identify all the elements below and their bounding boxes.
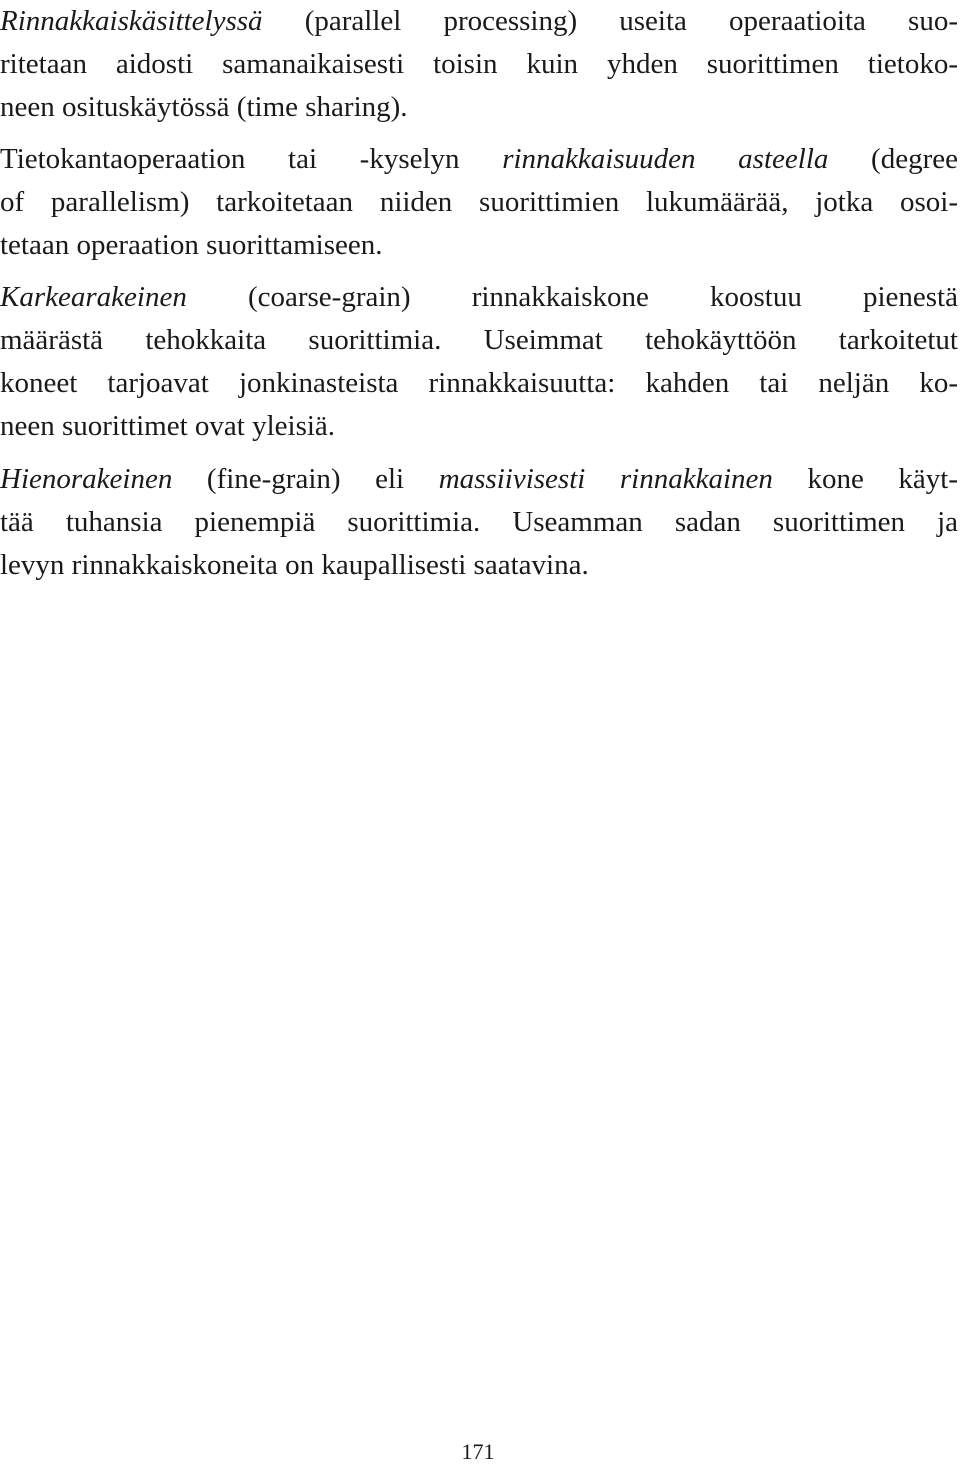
emphasized-term: massiivisesti rinnakkainen bbox=[438, 463, 773, 495]
text-segment: ritetaan aidosti samanaikaisesti toisin kuin yhden suorittimen tietoko- bbox=[0, 48, 958, 80]
text-line bbox=[0, 405, 958, 447]
text-segment: neen osituskäytössä (time sharing). bbox=[0, 91, 408, 123]
text-segment: levyn rinnakkaiskoneita on kaupallisesti saatavina. bbox=[0, 549, 589, 581]
emphasized-term: Hienorakeinen bbox=[0, 463, 173, 495]
text-segment: Tietokantaoperaation tai -kyselyn bbox=[0, 143, 503, 175]
text-segment: tää tuhansia pienempiä suorittimia. Useamman sadan suorittimen ja bbox=[0, 506, 958, 538]
emphasized-term: Rinnakkaiskäsittelyssä bbox=[0, 5, 263, 37]
text-line bbox=[0, 544, 958, 586]
text-segment: neen suorittimet ovat yleisiä. bbox=[0, 410, 336, 442]
text-line bbox=[0, 362, 958, 404]
text-segment: (coarse-grain) rinnakkaiskone koostuu pienestä bbox=[186, 281, 958, 313]
emphasized-term: rinnakkaisuuden asteella bbox=[502, 143, 829, 175]
text-segment: tetaan operaation suorittamiseen. bbox=[0, 229, 383, 261]
text-line bbox=[0, 319, 958, 361]
text-segment: määrästä tehokkaita suorittimia. Useimmat tehokäyttöön tarkoitetut bbox=[0, 324, 958, 356]
text-line bbox=[0, 501, 958, 543]
page-number: 171 bbox=[461, 1439, 495, 1464]
text-segment: of parallelism) tarkoitetaan niiden suorittimien lukumäärää, jotka osoi- bbox=[0, 186, 958, 218]
text-line bbox=[0, 43, 958, 85]
text-segment: koneet tarjoavat jonkinasteista rinnakkaisuutta: kahden tai neljän ko- bbox=[0, 367, 958, 399]
text-line bbox=[0, 224, 958, 266]
text-line bbox=[0, 181, 958, 223]
emphasized-term: Karkearakeinen bbox=[0, 281, 187, 313]
text-segment: (fine-grain) eli bbox=[172, 463, 439, 495]
text-line bbox=[0, 276, 958, 318]
text-line bbox=[0, 138, 958, 180]
text-segment: (degree bbox=[828, 143, 958, 175]
text-line bbox=[0, 0, 958, 42]
text-segment: (parallel processing) useita operaatioita suo- bbox=[262, 5, 958, 37]
text-segment: kone käyt- bbox=[772, 463, 958, 495]
text-line bbox=[0, 458, 958, 500]
text-line bbox=[0, 86, 958, 128]
